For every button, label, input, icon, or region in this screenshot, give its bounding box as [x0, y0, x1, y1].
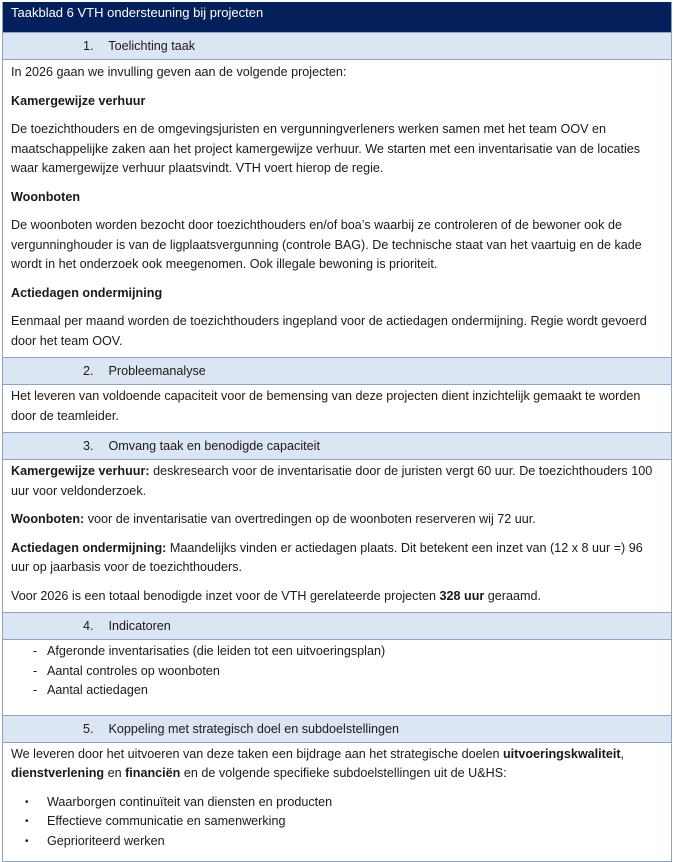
goals-text [11, 745, 663, 784]
list-item [11, 662, 663, 682]
section-koppeling [3, 715, 671, 862]
section-header [3, 432, 671, 460]
section-header [3, 612, 671, 640]
project-text: De woonboten worden bezocht door toezichthouders en/of boa’s waarbij ze controleren of de bewoner ook de vergunninghouder is van de ligplaatsvergunning (controle BAG). De technische staat van het vaartuig en de kade wordt in het onderzoek ook meegenomen. Ook illegale bewoning is prioriteit. [11, 218, 642, 271]
indicator-text: Aantal controles op woonboten [47, 663, 220, 678]
goals-text-part: en de volgende specifieke subdoelstellingen uit de U&HS: [180, 766, 507, 780]
total-hours: 328 uur [439, 588, 485, 603]
capacity-item [11, 539, 663, 578]
project-text: Eenmaal per maand worden de toezichthouders ingepland voor de actiedagen ondermijning. Regie wordt gevoerd door het team OOV. [11, 314, 647, 348]
list-item [11, 793, 663, 813]
section-number: 4. [83, 619, 94, 633]
section-title: Probleemanalyse [108, 364, 206, 378]
dash-marker: - [33, 644, 38, 658]
subgoal-text: Geprioriteerd werken [47, 833, 165, 848]
goal-uitvoeringskwaliteit: uitvoeringskwaliteit [502, 746, 621, 761]
list-item [11, 812, 663, 832]
section-number: 5. [83, 721, 94, 736]
section-title: Toelichting taak [108, 39, 196, 53]
capacity-item [11, 462, 663, 501]
intro-text: In 2026 gaan we invulling geven aan de volgende projecten: [11, 65, 347, 79]
analysis-text: Het leveren van voldoende capaciteit voor de bemensing van deze projecten dient inzichtelijk gemaakt te worden door de teamleider. [11, 389, 641, 423]
goal-dienstverlening: dienstverlening [11, 766, 105, 780]
goals-text-part: en [104, 766, 126, 780]
sheet-title: Taakblad 6 VTH ondersteuning bij projecten [3, 2, 671, 32]
section-toelichting [3, 32, 671, 357]
dash-marker: - [33, 683, 38, 697]
indicator-text: Aantal actiedagen [47, 683, 148, 697]
dash-marker: - [33, 663, 38, 678]
project-heading: Actiedagen ondermijning [11, 285, 163, 300]
total-suffix: geraamd. [484, 588, 541, 603]
section-body [3, 743, 671, 862]
project-heading: Woonboten [11, 189, 81, 204]
section-body [3, 60, 671, 357]
goals-text-part: We leveren door het uitvoeren van deze taken een bijdrage aan het strategische doelen [11, 746, 503, 761]
list-item [11, 681, 663, 701]
indicator-list [11, 642, 663, 701]
section-number: 3. [83, 439, 94, 453]
capacity-text: voor de inventarisatie van overtredingen op de woonboten reserveren wij 72 uur. [84, 512, 536, 526]
capacity-label: Woonboten: [11, 512, 85, 526]
indicator-text: Afgeronde inventarisaties (die leiden tot een uitvoeringsplan) [47, 644, 386, 658]
section-body [3, 385, 671, 432]
section-header [3, 357, 671, 385]
bullet-icon: • [25, 816, 29, 827]
goal-financien: financiën [125, 766, 181, 780]
subgoal-list [11, 793, 663, 852]
task-sheet [2, 2, 672, 862]
capacity-text: Maandelijks vinden er actiedagen plaats. Dit betekent een inzet van (12 x 8 uur =) 96 uur op jaarbasis voor de toezichthouders. [11, 540, 643, 574]
section-title: Indicatoren [108, 619, 171, 633]
section-probleemanalyse [3, 357, 671, 432]
section-indicatoren [3, 612, 671, 715]
list-item [11, 832, 663, 852]
capacity-text: deskresearch voor de inventarisatie door de juristen vergt 60 uur. De toezichthouders 100 uur voor veldonderzoek. [11, 464, 653, 498]
section-body [3, 460, 671, 612]
total-prefix: Voor 2026 is een totaal benodigde inzet voor de VTH gerelateerde projecten [11, 588, 440, 603]
section-omvang [3, 432, 671, 612]
list-item [11, 642, 663, 662]
section-header [3, 715, 671, 743]
subgoal-text: Waarborgen continuïteit van diensten en producten [47, 794, 333, 809]
capacity-label: Actiedagen ondermijning: [11, 540, 167, 555]
capacity-label: Kamergewijze verhuur: [11, 464, 150, 478]
section-number: 1. [83, 39, 94, 53]
subgoal-text: Effectieve communicatie en samenwerking [47, 814, 286, 828]
section-title: Koppeling met strategisch doel en subdoelstellingen [108, 721, 400, 736]
capacity-total [11, 587, 663, 607]
section-header [3, 32, 671, 60]
project-heading: Kamergewijze verhuur [11, 93, 146, 108]
section-body [3, 640, 671, 715]
section-title: Omvang taak en benodigde capaciteit [108, 439, 320, 453]
capacity-item [11, 510, 663, 530]
bullet-icon: • [25, 835, 29, 847]
bullet-icon: • [25, 796, 29, 808]
section-number: 2. [83, 364, 94, 378]
project-text: De toezichthouders en de omgevingsjuristen en vergunningverleners werken samen met het team OOV en maatschappelijke zaken aan het project kamergewijze verhuur. We starten met een inventarisatie van de locaties waar kamergewijze verhuur plaatsvindt. VTH voert hierop de regie. [11, 122, 641, 175]
goals-text-part: , [620, 746, 625, 761]
